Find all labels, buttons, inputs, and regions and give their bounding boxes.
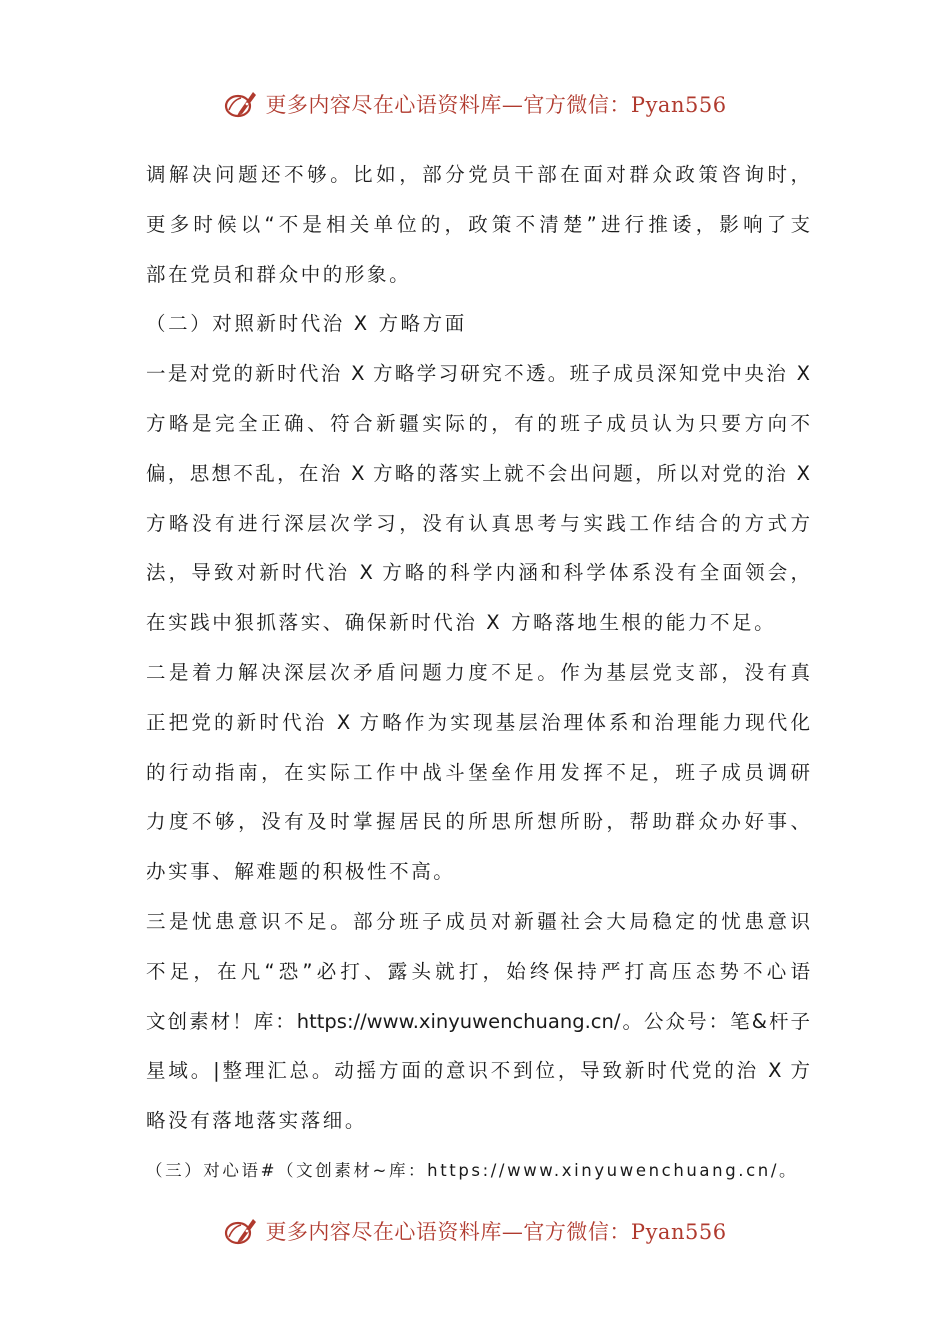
pen-nib-seal-icon (223, 1213, 259, 1249)
section-heading: （二）对照新时代治 X 方略方面 (146, 312, 467, 336)
header-banner (0, 84, 950, 124)
text-line: 办实事、解难题的积极性不高。 (146, 860, 456, 884)
text-line: 法，导致对新时代治 X 方略的科学内涵和科学体系没有全面领会， (146, 561, 810, 585)
text-line: 部在党员和群众中的形象。 (146, 262, 412, 286)
text-line: 略没有落地落实落细。 (146, 1109, 368, 1133)
text-line: 一是对党的新时代治 X 方略学习研究不透。班子成员深知党中央治 X (146, 362, 810, 386)
text-line: 更多时候以“不是相关单位的，政策不清楚”进行推诿，影响了支 (146, 212, 810, 236)
text-line: 方略没有进行深层次学习，没有认真思考与实践工作结合的方式方 (146, 511, 810, 535)
text-line: 正把党的新时代治 X 方略作为实现基层治理体系和治理能力现代化 (146, 710, 810, 734)
text-line: 的行动指南，在实际工作中战斗堡垒作用发挥不足，班子成员调研 (146, 760, 810, 784)
text-line: 文创素材！库：https://www.xinyuwenchuang.cn/。公众号：笔&杆子 (146, 1009, 810, 1033)
text-line: 三是忧患意识不足。部分班子成员对新疆社会大局稳定的忧患意识 (146, 909, 810, 933)
header-banner-text: 更多内容尽在心语资料库—官方微信：Pyan556 (265, 93, 727, 117)
section-heading: （三）对心语#（文创素材~库：https://www.xinyuwenchuang.cn/。 (146, 1160, 799, 1180)
text-line: 调解决问题还不够。比如，部分党员干部在面对群众政策咨询时， (146, 163, 810, 186)
text-line: 方略是完全正确、符合新疆实际的，有的班子成员认为只要方向不 (146, 411, 810, 435)
body-text (146, 150, 810, 1196)
text-line: 力度不够，没有及时掌握居民的所思所想所盼，帮助群众办好事、 (146, 810, 810, 834)
text-line: 星域。|整理汇总。动摇方面的意识不到位，导致新时代党的治 X 方 (146, 1059, 810, 1083)
text-line: 二是着力解决深层次矛盾问题力度不足。作为基层党支部，没有真 (146, 660, 810, 684)
text-line: 在实践中狠抓落实、确保新时代治 X 方略落地生根的能力不足。 (146, 611, 777, 635)
text-line: 偏，思想不乱，在治 X 方略的落实上就不会出问题，所以对党的治 X (146, 461, 810, 485)
text-line: 不足，在凡“恐”必打、露头就打，始终保持严打高压态势不心语 (146, 959, 810, 983)
pen-nib-seal-icon (223, 86, 259, 122)
footer-banner (0, 1211, 950, 1251)
footer-banner-text: 更多内容尽在心语资料库—官方微信：Pyan556 (265, 1220, 727, 1244)
